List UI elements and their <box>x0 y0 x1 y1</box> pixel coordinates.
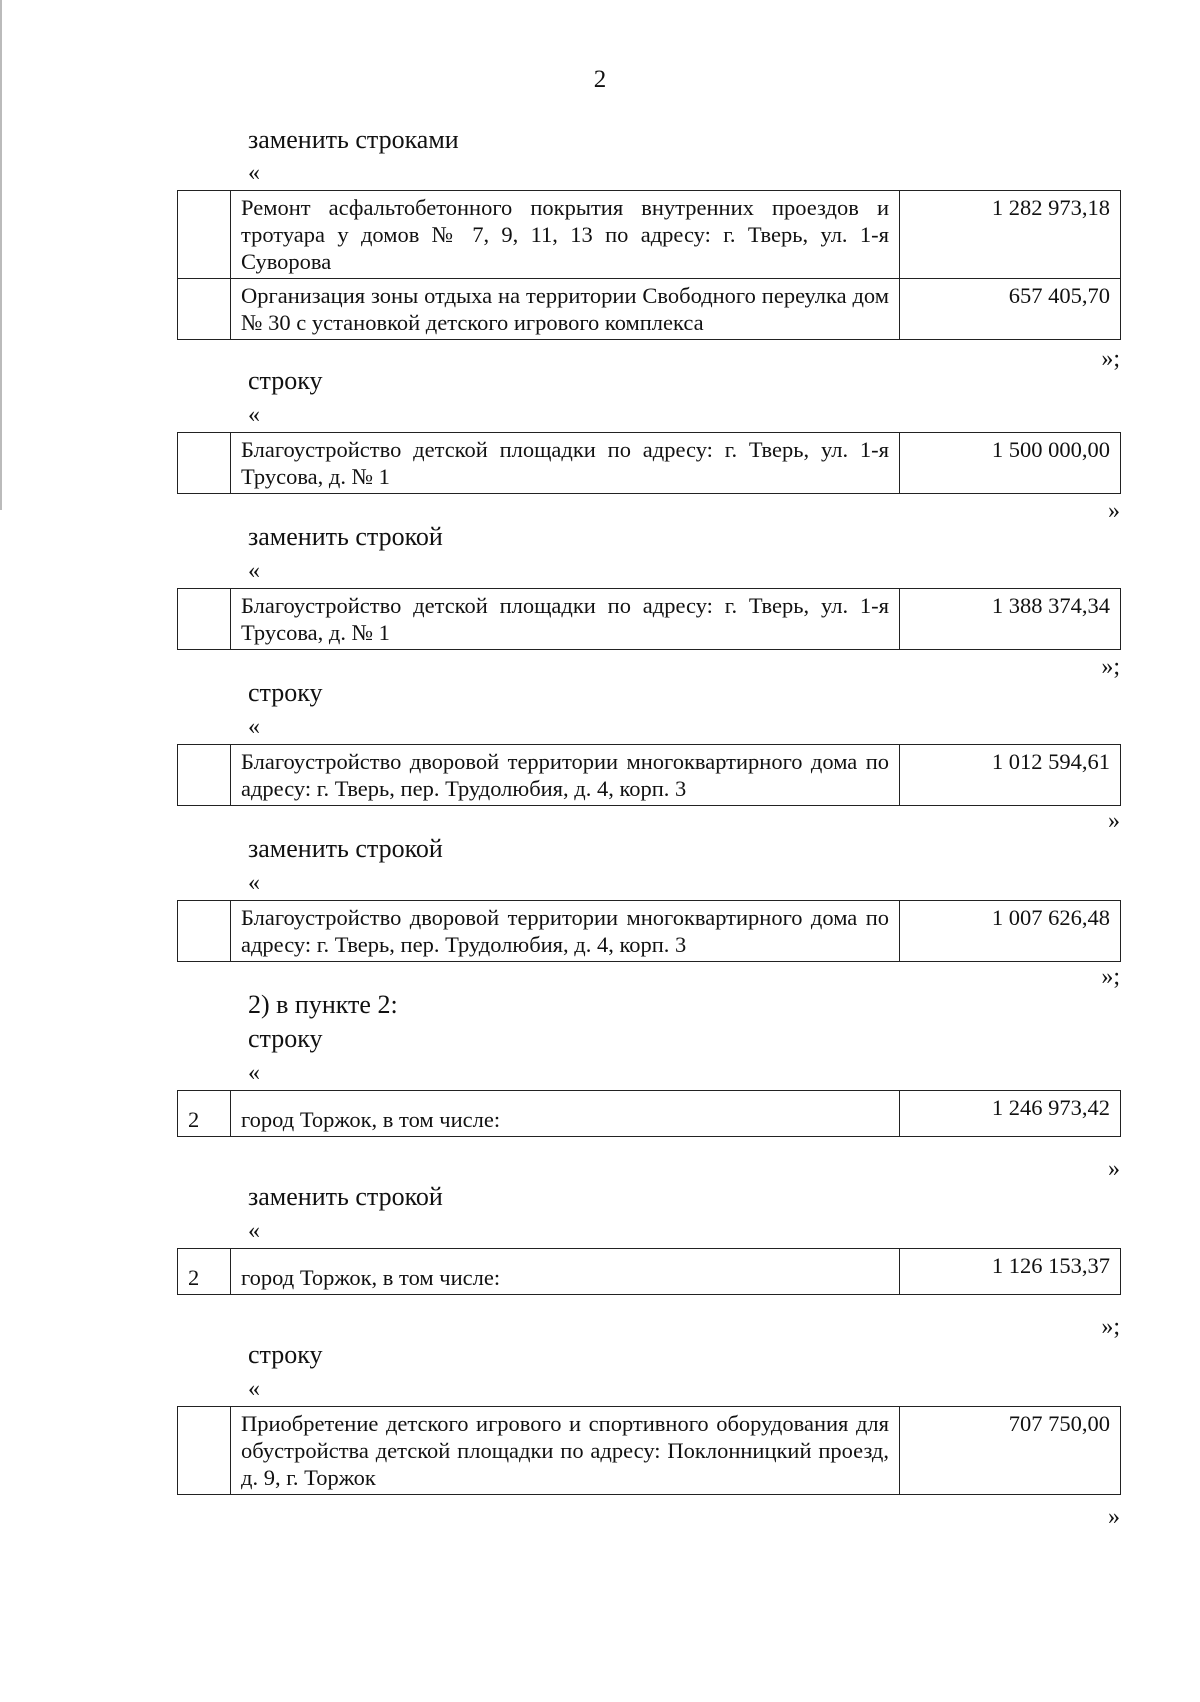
row-sum: 1 012 594,61 <box>900 745 1121 806</box>
close-quote: »; <box>1101 654 1120 680</box>
block-label: заменить строками <box>248 125 459 154</box>
table-row <box>178 191 1121 279</box>
open-quote: « <box>248 1376 260 1402</box>
row-number <box>178 191 231 279</box>
table-row <box>178 901 1121 962</box>
fragment-table <box>177 900 1121 962</box>
row-name: Ремонт асфальтобетонного покрытия внутренних проездов и тротуара у домов № 7, 9, 11, 13 по адресу: г. Тверь, ул. 1-я Суворова <box>231 191 900 279</box>
row-name: Приобретение детского игрового и спортивного оборудования для обустройства детской площадки по адресу: Поклонницкий проезд, д. 9, г. Торжок <box>231 1407 900 1495</box>
fragment-table <box>177 1090 1121 1137</box>
row-name: Благоустройство детской площадки по адресу: г. Тверь, ул. 1-я Трусова, д. № 1 <box>231 589 900 650</box>
row-sum: 1 126 153,37 <box>900 1249 1121 1295</box>
row-name: Благоустройство дворовой территории многоквартирного дома по адресу: г. Тверь, пер. Трудолюбия, д. 4, корп. 3 <box>231 901 900 962</box>
fragment-table <box>177 432 1121 494</box>
fragment-table <box>177 588 1121 650</box>
fragment-table <box>177 744 1121 806</box>
close-quote: » <box>1108 1156 1120 1182</box>
row-number <box>178 279 231 340</box>
open-quote: « <box>248 714 260 740</box>
row-number: 2 <box>178 1249 231 1295</box>
row-name: Благоустройство детской площадки по адресу: г. Тверь, ул. 1-я Трусова, д. № 1 <box>231 433 900 494</box>
row-number <box>178 589 231 650</box>
row-sum: 657 405,70 <box>900 279 1121 340</box>
fragment-table <box>177 1248 1121 1295</box>
row-sum: 1 007 626,48 <box>900 901 1121 962</box>
row-number <box>178 1407 231 1495</box>
block-label: заменить строкой <box>248 522 443 551</box>
open-quote: « <box>248 558 260 584</box>
section-heading: 2) в пункте 2: <box>248 990 398 1019</box>
row-number <box>178 745 231 806</box>
block-label: строку <box>248 1340 323 1369</box>
close-quote: »; <box>1101 1314 1120 1340</box>
row-sum: 1 500 000,00 <box>900 433 1121 494</box>
table-row <box>178 589 1121 650</box>
row-sum: 707 750,00 <box>900 1407 1121 1495</box>
table-row <box>178 1407 1121 1495</box>
table-row <box>178 279 1121 340</box>
row-name: город Торжок, в том числе: <box>231 1091 900 1137</box>
row-sum: 1 282 973,18 <box>900 191 1121 279</box>
open-quote: « <box>248 160 260 186</box>
row-name: Организация зоны отдыха на территории Свободного переулка дом № 30 с установкой детского игрового комплекса <box>231 279 900 340</box>
row-name: Благоустройство дворовой территории многоквартирного дома по адресу: г. Тверь, пер. Трудолюбия, д. 4, корп. 3 <box>231 745 900 806</box>
open-quote: « <box>248 1060 260 1086</box>
close-quote: » <box>1108 1504 1120 1530</box>
row-number <box>178 433 231 494</box>
page-number: 2 <box>593 66 607 93</box>
table-row <box>178 1249 1121 1295</box>
row-name: город Торжок, в том числе: <box>231 1249 900 1295</box>
table-row <box>178 745 1121 806</box>
block-label: строку <box>248 366 323 395</box>
row-sum: 1 246 973,42 <box>900 1091 1121 1137</box>
close-quote: »; <box>1101 346 1120 372</box>
block-label: заменить строкой <box>248 1182 443 1211</box>
block-label: строку <box>248 1024 323 1053</box>
close-quote: » <box>1108 808 1120 834</box>
block-label: заменить строкой <box>248 834 443 863</box>
fragment-table <box>177 190 1121 340</box>
close-quote: »; <box>1101 964 1120 990</box>
open-quote: « <box>248 870 260 896</box>
table-row <box>178 433 1121 494</box>
close-quote: » <box>1108 498 1120 524</box>
open-quote: « <box>248 1218 260 1244</box>
table-row <box>178 1091 1121 1137</box>
block-label: строку <box>248 678 323 707</box>
row-number: 2 <box>178 1091 231 1137</box>
open-quote: « <box>248 402 260 428</box>
fragment-table <box>177 1406 1121 1495</box>
row-number <box>178 901 231 962</box>
row-sum: 1 388 374,34 <box>900 589 1121 650</box>
